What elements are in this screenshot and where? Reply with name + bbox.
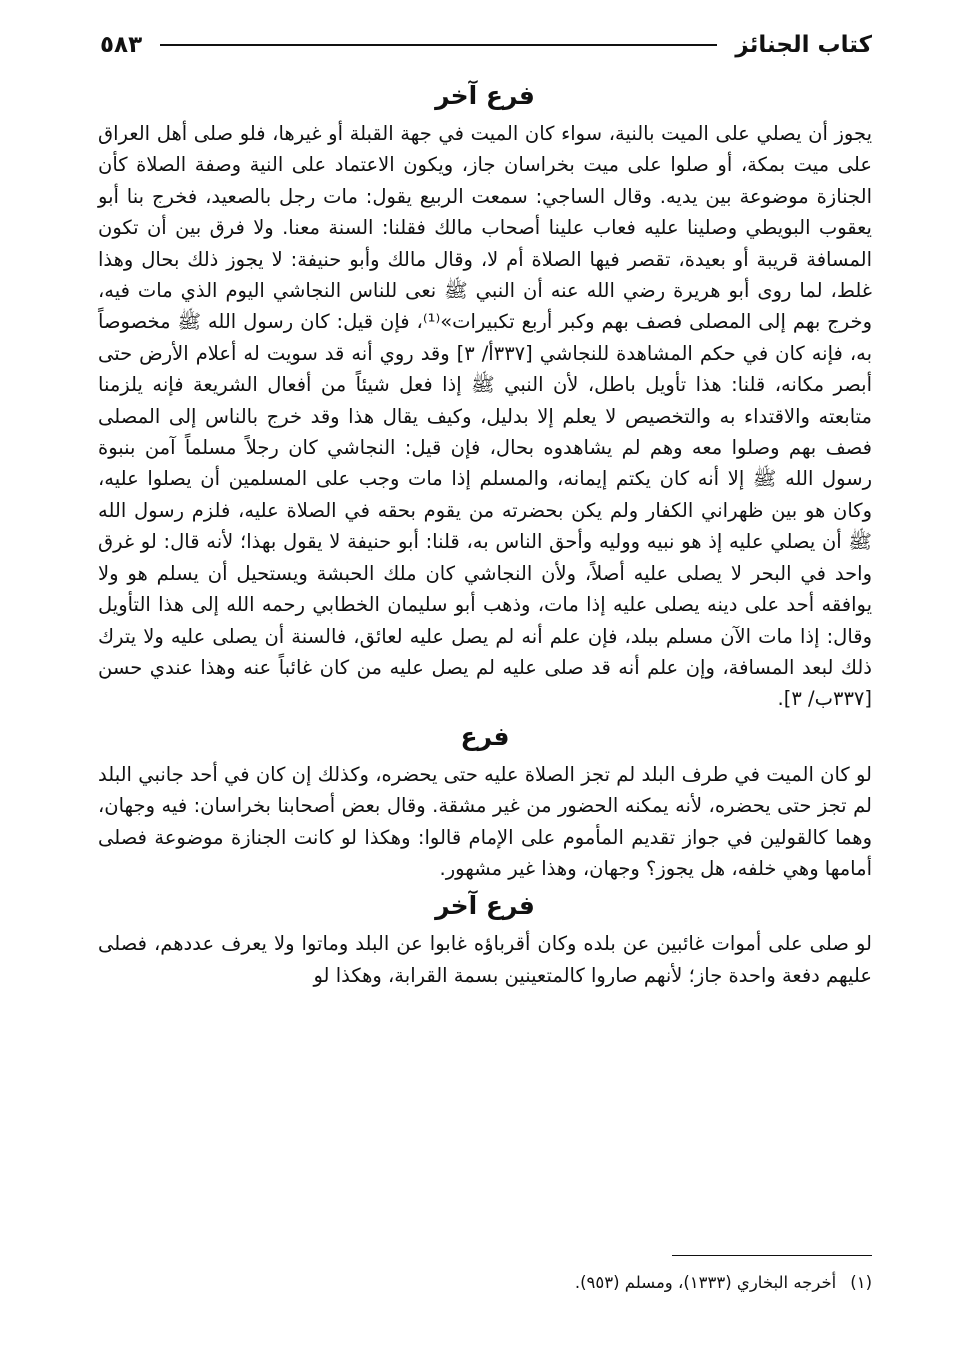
page-number: ٥٨٣: [100, 32, 143, 58]
section-heading-2: فرع: [460, 721, 510, 751]
main-text: [98, 74, 872, 991]
footnote-text: أخرجه البخاري (١٣٣٣)، ومسلم (٩٥٣).: [574, 1273, 837, 1292]
book-title: كتاب الجنائز: [735, 32, 872, 58]
running-header: [100, 28, 872, 62]
section-heading-1: فرع آخر: [435, 81, 535, 110]
footnote-number: (١): [850, 1273, 872, 1292]
section-paragraph-2: لو كان الميت في طرف البلد لم تجز الصلاة عليه حتى يحضره، وكذلك إن كان في أحد جانبي البلد لم تجز حتى يحضره، لأنه يمكنه الحضور من غير مشقة. وقال بعض أصحابنا بخراسان: فيه وجهان، وهما كالقولين في جواز تقديم المأموم على الإمام قالوا: وهكذا لو كانت الجنازة موضوعة فصلى أمامها وهي خلفه، هل يجوز؟ وجهان، وهذا غير مشهور.: [98, 762, 872, 880]
section-paragraph-1: يجوز أن يصلي على الميت بالنية، سواء كان الميت في جهة القبلة أو غيرها، فلو صلى أهل العراق على ميت بمكة، أو صلوا على ميت بخراسان جاز، ويكون الاعتماد على النية وصفة الصلاة كأن الجنازة موضوعة بين يديه. وقال الساجي: سمعت الربيع يقول: مات رجل بالصعيد، فخرج بنا أبو يعقوب البويطي وصلينا عليه فعاب علينا أصحاب مالك فقلنا: السنة معنا. ولا فرق بين أن تكون المسافة قريبة أو بعيدة، تقصر فيها الصلاة أم لا، وقال مالك وأبو حنيفة: لا يجوز ذلك بحال وهذا غلط، لما روى أبو هريرة رضي الله عنه أن النبي ﷺ نعى للناس النجاشي اليوم الذي مات فيه، وخرج بهم إلى المصلى فصف بهم وكبر أربع تكبيرات»⁽¹⁾، فإن قيل: كان رسول الله ﷺ مخصوصاً به، فإنه كان في حكم المشاهدة للنجاشي [٣٣٧أ/ ٣] وقد روي أنه قد سويت له أعلام الأرض حتى أبصر مكانه، قلنا: هذا تأويل باطل، لأن النبي ﷺ إذا فعل شيئاً من أفعال الشريعة فإنه يلزمنا متابعته والاقتداء به والتخصيص لا يعلم إلا بدليل، وكيف يقال هذا وقد خرج بالناس إلى المصلى فصف بهم وصلوا معه وهم لم يشاهدوه بحال، فإن قيل: النجاشي كان رجلاً مسلماً آمن بنبوة رسول الله ﷺ إلا أنه كان يكتم إيمانه، والمسلم إذا مات وجب على المسلمين أن يصلوا عليه، وكان هو بين ظهراني الكفار ولم يكن بحضرته من يقوم بحقه في الصلاة عليه، فلزم رسول الله ﷺ أن يصلي عليه إذ هو نبيه ووليه وأحق الناس به، قلنا: أبو حنيفة لا يقول بهذا؛ لأنه قال: لو غرق واحد في البحر لا يصلى عليه أصلاً، ولأن النجاشي كان ملك الحبشة ويستحيل أن يسلم هو ولا يوافقه أحد على دينه يصلى عليه إذا مات، وذهب أبو سليمان الخطابي رحمه الله إلى هذا التأويل وقال: إذا مات الآن مسلم ببلد، فإن علم أنه لم يصل عليه لعائق، فالسنة أن يصلى عليه ولا يترك ذلك لبعد المسافة، وإن علم أنه قد صلى عليه لم يصل عليه من كان غائباً عنه وهذا عندي حسن [٣٣٧ب/ ٣].: [98, 122, 872, 711]
footnote-rule: [672, 1255, 872, 1256]
footnote-1: [98, 1270, 872, 1296]
section-paragraph-3: لو صلى على أموات غائبين عن بلده وكان أقرباؤه غابوا عن البلد وماتوا ولا يعرف عددهم، فصلى عليهم دفعة واحدة جاز؛ لأنهم صاروا كالمتعينين بسمة القرابة، وهكذا لو: [98, 932, 872, 987]
footnotes: [98, 1255, 872, 1296]
section-heading-3: فرع آخر: [435, 891, 535, 921]
header-rule: [160, 44, 717, 46]
